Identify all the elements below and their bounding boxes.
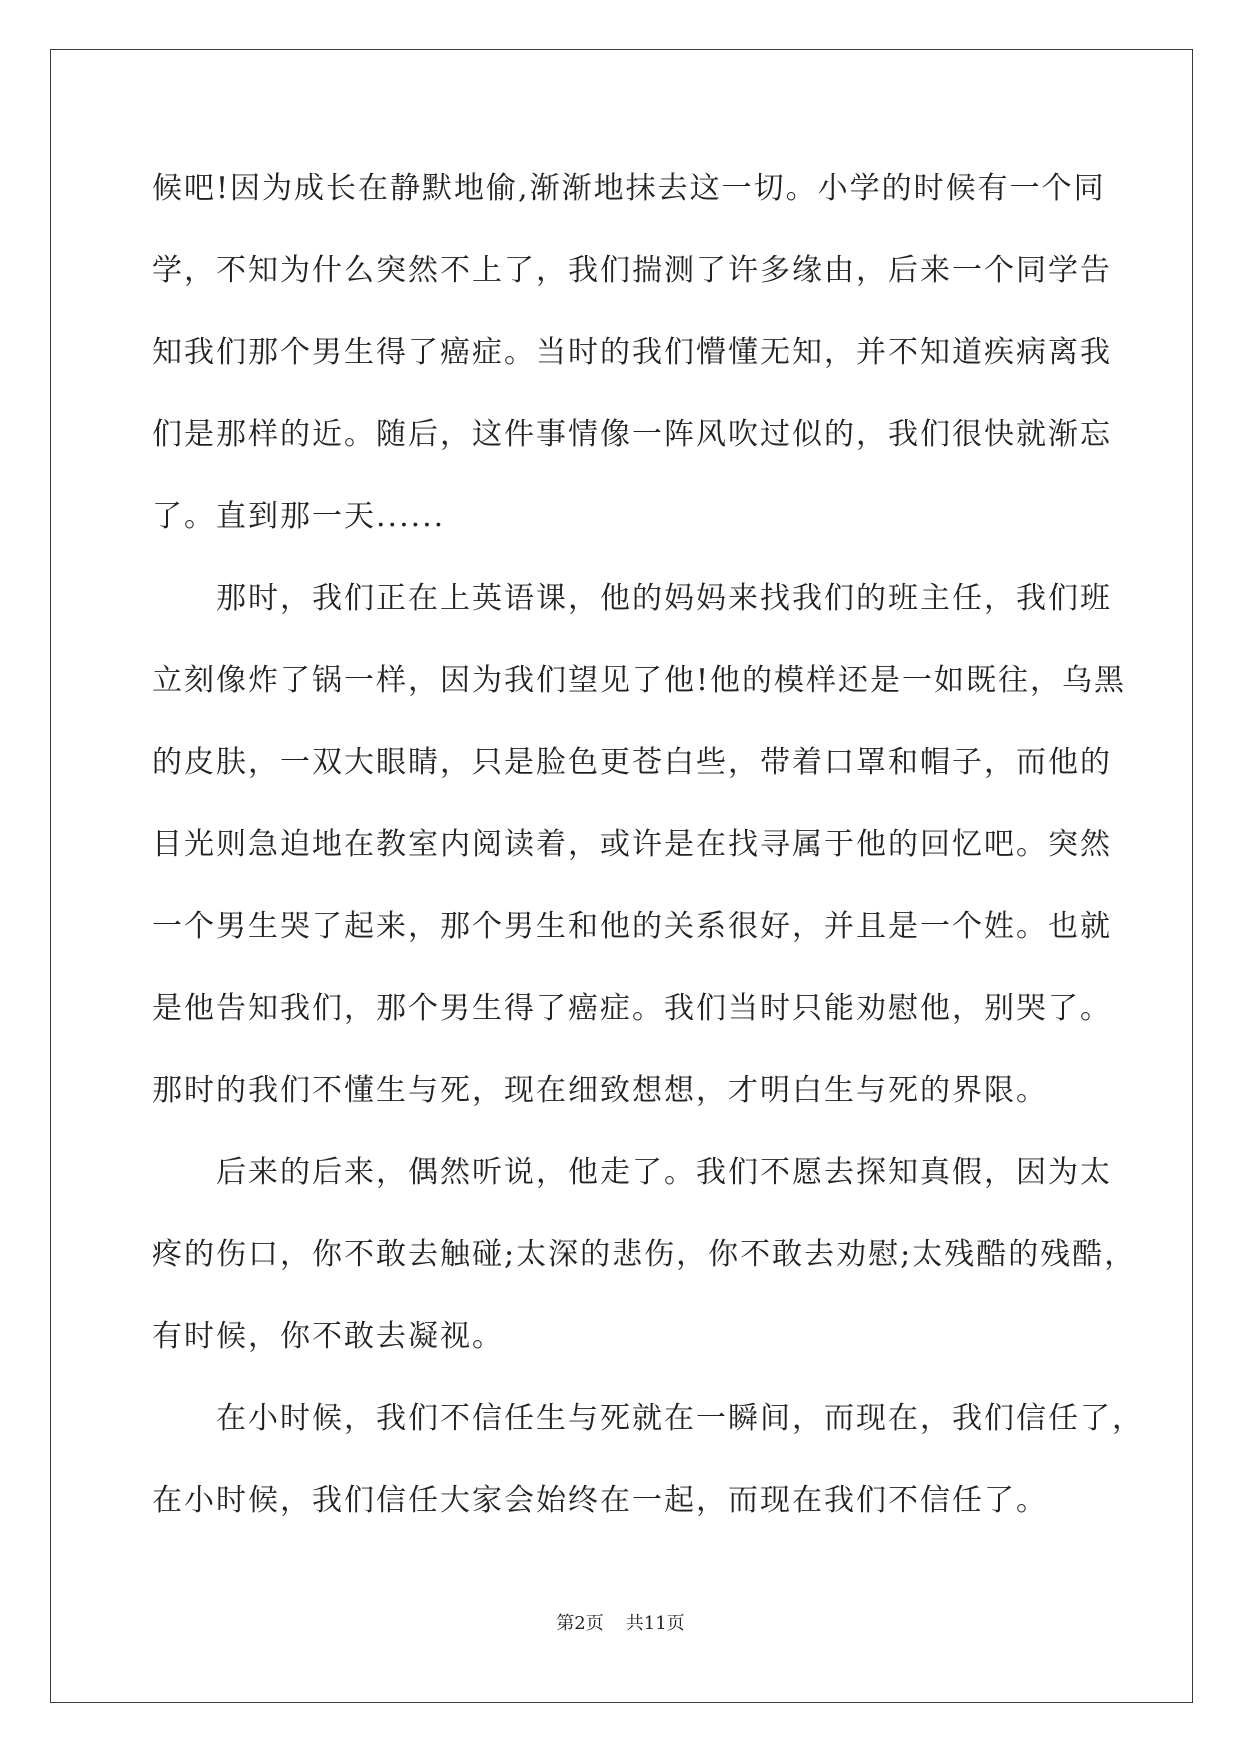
text-line: 立刻像炸了锅一样，因为我们望见了他!他的模样还是一如既往，乌黑: [152, 663, 1127, 698]
page-total: 共11页: [625, 1613, 685, 1634]
text-line: 的皮肤，一双大眼睛，只是脸色更苍白些，带着口罩和帽子，而他的: [152, 745, 1112, 780]
text-line: 后来的后来，偶然听说，他走了。我们不愿去探知真假，因为太: [216, 1155, 1112, 1190]
text-line: 是他告知我们，那个男生得了癌症。我们当时只能劝慰他，别哭了。: [152, 991, 1112, 1026]
text-line: 候吧!因为成长在静默地偷,渐渐地抹去这一切。小学的时候有一个同: [152, 171, 1106, 206]
text-line: 那时，我们正在上英语课，他的妈妈来找我们的班主任，我们班: [216, 581, 1112, 616]
text-line: 在小时候，我们信任大家会始终在一起，而现在我们不信任了。: [152, 1483, 1048, 1518]
page-footer: [0, 1609, 1241, 1635]
text-line: 知我们那个男生得了癌症。当时的我们懵懂无知，并不知道疾病离我: [152, 335, 1112, 370]
paragraph-3: [152, 1149, 1137, 1395]
text-line: 有时候，你不敢去凝视。: [152, 1319, 504, 1354]
text-line: 一个男生哭了起来，那个男生和他的关系很好，并且是一个姓。也就: [152, 909, 1112, 944]
text-line: 那时的我们不懂生与死，现在细致想想，才明白生与死的界限。: [152, 1073, 1048, 1108]
text-line: 疼的伤口，你不敢去触碰;太深的悲伤，你不敢去劝慰;太残酷的残酷，: [152, 1237, 1137, 1272]
paragraph-4: [152, 1395, 1144, 1559]
paragraph-1: [152, 165, 1112, 575]
text-line: 目光则急迫地在教室内阅读着，或许是在找寻属于他的回忆吧。突然: [152, 827, 1112, 862]
page-number: 第2页: [556, 1613, 604, 1634]
text-line: 在小时候，我们不信任生与死就在一瞬间，而现在，我们信任了，: [216, 1401, 1144, 1436]
text-line: 们是那样的近。随后，这件事情像一阵风吹过似的，我们很快就渐忘: [152, 417, 1112, 452]
text-line: 了。直到那一天......: [152, 499, 446, 534]
document-body: [152, 165, 1144, 1559]
paragraph-2: [152, 575, 1127, 1149]
text-line: 学，不知为什么突然不上了，我们揣测了许多缘由，后来一个同学告: [152, 253, 1112, 288]
